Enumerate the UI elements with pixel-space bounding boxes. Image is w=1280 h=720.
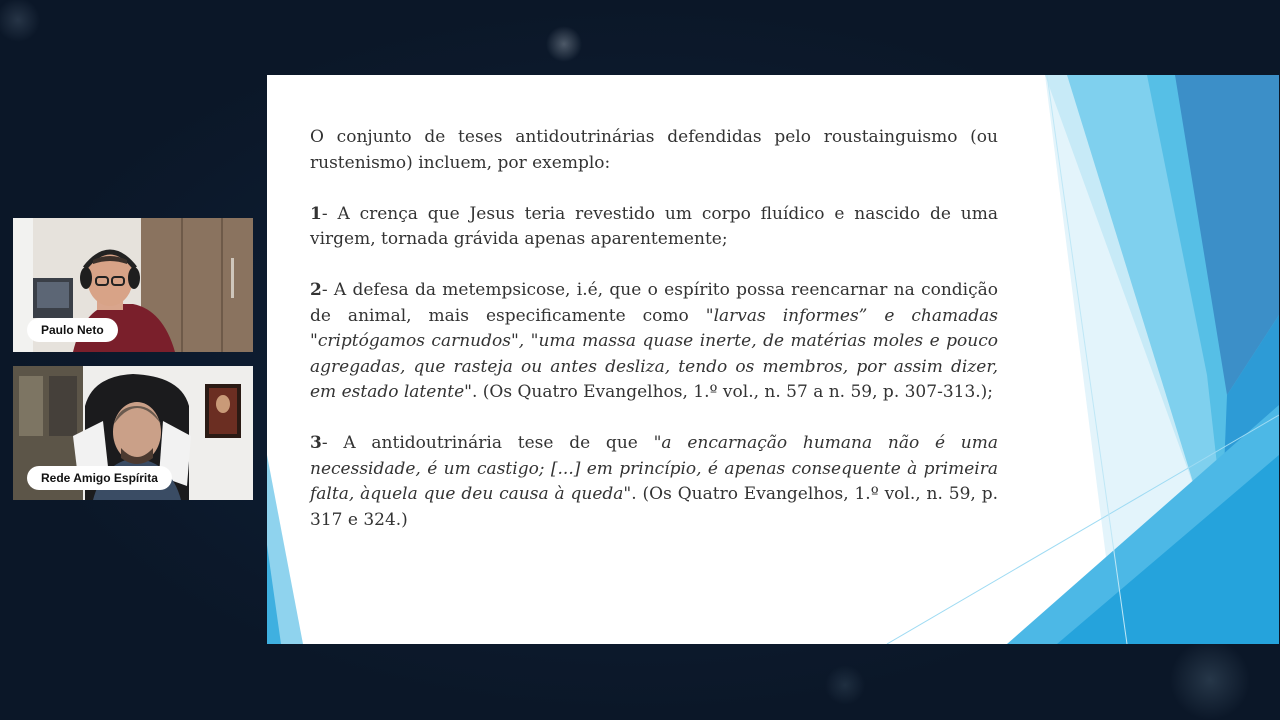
item-citation: . (Os Quatro Evangelhos, 1.º vol., n. 57 a n. 59, p. 307-313.);: [471, 382, 994, 402]
slide-item-1: [310, 202, 998, 253]
item-number: 3: [310, 433, 322, 453]
item-lead-text: - A defesa da metempsicose, i.é, que o espírito possa reencarnar na condição de animal, mais especificamente como: [310, 280, 998, 326]
item-number: 1: [310, 203, 322, 224]
participant-name-label: Rede Amigo Espírita: [27, 466, 172, 490]
item-lead-text: - A antidoutrinária tese de que: [321, 433, 654, 453]
presentation-slide: [267, 75, 1279, 644]
slide-item-2: [310, 278, 998, 406]
slide-body-text: [310, 125, 998, 559]
slide-intro-paragraph: O conjunto de teses antidoutrinárias defendidas pelo roustainguismo (ou rustenismo) incluem, por exemplo:: [310, 127, 998, 173]
item-text: - A crença que Jesus teria revestido um corpo fluídico e nascido de uma virgem, tornada grávida apenas aparentemente;: [310, 203, 998, 249]
item-citation: . (Os Quatro Evangelhos, 1.º vol., n. 59, p. 317 e 324.): [310, 484, 998, 530]
item-quote: "a encarnação humana não é uma necessidade, é um castigo; [...] em princípio, é apenas consequente à primeira falta, àquela que deu causa à queda": [310, 433, 999, 504]
participant-name-label: Paulo Neto: [27, 318, 118, 342]
webcam-tile-rede[interactable]: [13, 366, 253, 500]
slide-item-3: [310, 431, 998, 533]
item-quote: "larvas informes” e chamadas "criptógamos carnudos", "uma massa quase inerte, de matérias moles e pouco agregadas, que rasteja ou antes desliza, tendo os membros, por assim dizer, em estado latente": [310, 305, 998, 402]
webcam-tile-paulo[interactable]: [13, 218, 253, 352]
item-number: 2: [310, 280, 322, 300]
